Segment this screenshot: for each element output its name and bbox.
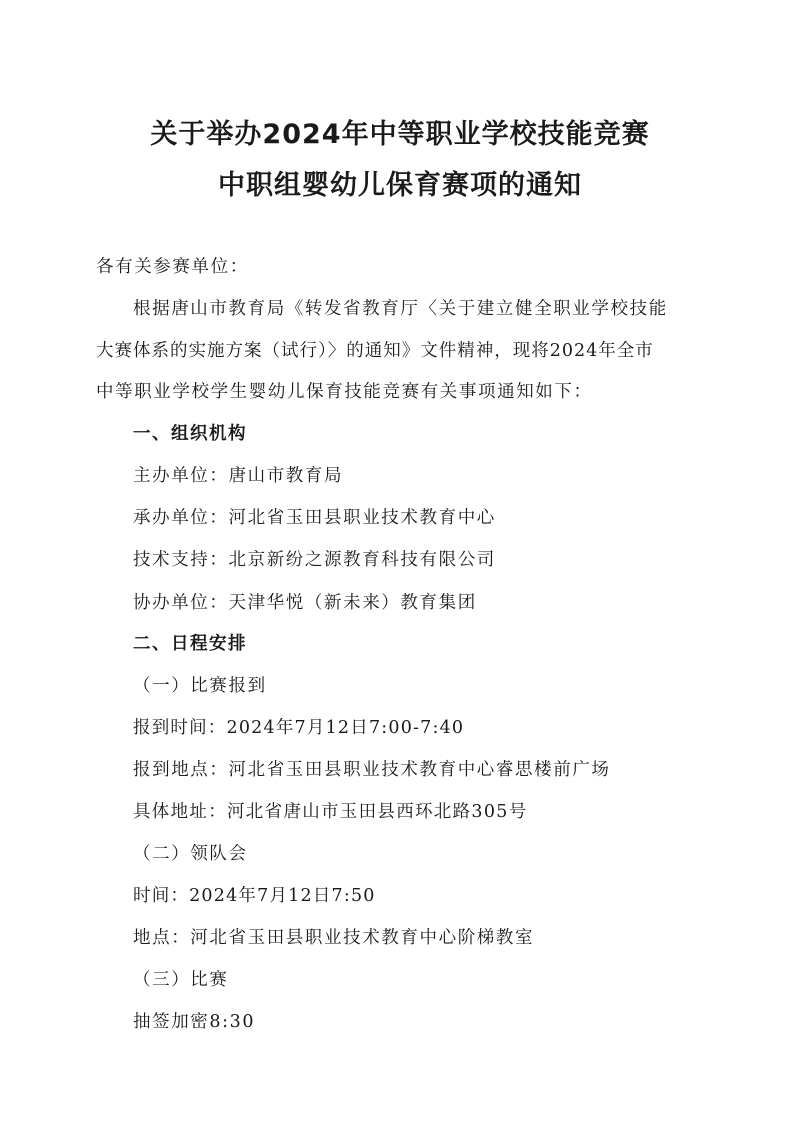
section-heading-organization: 一、组织机构 (133, 424, 247, 444)
intro-paragraph-line-3: 中等职业学校学生婴幼儿保育技能竞赛有关事项通知如下： (96, 382, 593, 402)
leaders-meeting-location: 地点：河北省玉田县职业技术教育中心阶梯教室 (133, 928, 535, 948)
lottery-encryption-time: 抽签加密8:30 (133, 1012, 256, 1032)
section-heading-schedule: 二、日程安排 (133, 634, 247, 654)
salutation: 各有关参赛单位： (96, 257, 249, 277)
document-title-line-1: 关于举办2024年中等职业学校技能竞赛 (150, 119, 650, 150)
subsection-heading-leaders-meeting: （二）领队会 (133, 844, 248, 864)
subsection-heading-registration: （一）比赛报到 (133, 676, 267, 696)
tech-support-item: 技术支持：北京新纷之源教育科技有限公司 (133, 550, 496, 570)
co-organizer-item: 协办单位：天津华悦（新未来）教育集团 (133, 593, 477, 613)
host-item: 承办单位：河北省玉田县职业技术教育中心 (133, 508, 496, 528)
registration-location: 报到地点：河北省玉田县职业技术教育中心睿思楼前广场 (133, 760, 611, 780)
subsection-heading-competition: （三）比赛 (133, 970, 229, 990)
leaders-meeting-time: 时间：2024年7月12日7:50 (133, 886, 376, 906)
registration-time: 报到时间：2024年7月12日7:00-7:40 (133, 718, 465, 738)
organizer-item: 主办单位：唐山市教育局 (133, 466, 344, 486)
registration-address: 具体地址：河北省唐山市玉田县西环北路305号 (133, 802, 528, 822)
document-title-line-2: 中职组婴幼儿保育赛项的通知 (218, 170, 582, 201)
intro-paragraph-line-2: 大赛体系的实施方案（试行）〉的通知》文件精神，现将2024年全市 (96, 341, 654, 361)
intro-paragraph-line-1: 根据唐山市教育局《转发省教育厅〈关于建立健全职业学校技能 (133, 299, 668, 319)
